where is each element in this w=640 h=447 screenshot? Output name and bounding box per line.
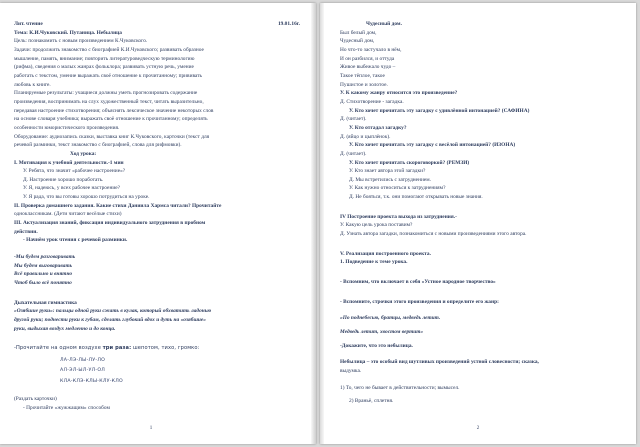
dialogue-text: Не бояться, т.к. они помогают открывать новые знания. xyxy=(354,194,483,201)
handout-line: (Раздать карточки) xyxy=(14,396,57,403)
section-heading-iii-cont: действии. xyxy=(14,228,38,235)
read-instruction-emphasis: три раза: xyxy=(102,345,132,352)
spacer xyxy=(340,202,622,213)
warmup-poem-line: Чтоб было всё понятно xyxy=(14,280,72,287)
section-heading-v: V. Реализация построенного проекта. xyxy=(340,250,431,257)
section-i-line: У. Я, надеюсь, у всех рабочее настроение? xyxy=(23,185,120,192)
planned-result-line: на основе словаря учебника; выражать своё отношение к прочитанному; определять xyxy=(14,116,208,123)
spacer xyxy=(340,350,622,358)
dialogue-text: Как нужно относиться к затруднениям? xyxy=(353,185,446,192)
spacer xyxy=(340,306,622,314)
dialogue-speaker: У. xyxy=(349,107,354,114)
quote-line: Медведь летит, хвостом вертит» xyxy=(340,329,424,336)
breathing-gymnastics-line: «Озябшие руки»: пальцы одной руки сжать в кулак, который обхватить ладонью xyxy=(14,308,212,315)
syllable-row: КЛА-КЛЭ-КЛЫ-КЛУ-КЛО xyxy=(60,378,123,384)
dialogue-line xyxy=(340,124,622,133)
bullet-line: - Вспомним, что включает в себя «Устное народное творчество» xyxy=(340,279,496,286)
section-heading-iii: III. Актуализация знаний, фиксация индивидуального затруднения в пробном xyxy=(14,220,206,227)
section-iv-line: Д. Узнать автора загадки, познакомиться с новыми произведениями этого автора. xyxy=(340,231,527,238)
definition-line: выдумка. xyxy=(340,368,362,374)
document-page-2 xyxy=(320,3,636,444)
poem-line: Был белый дом, xyxy=(340,29,377,36)
prove-instruction: -Докажите, что это небылица. xyxy=(340,342,413,349)
poem-line: Такое тёплое, такое xyxy=(340,72,385,79)
syllable-row: ЛА-ЛЭ-ЛЫ-ЛУ-ЛО xyxy=(60,357,106,363)
definition-item: 2) Враньё, сплетня. xyxy=(349,398,394,405)
read-instruction-prefix: -Прочитайте на одном воздухе xyxy=(14,345,103,352)
task-line: мышление, память, внимание; повторить литературоведческую терминологию xyxy=(14,55,195,62)
hod-uroka-heading: Ход урока: xyxy=(70,150,97,157)
spacer xyxy=(340,267,622,278)
planned-result-line: произведения, воспринимать на слух художественный текст, читать выразительно, xyxy=(14,98,204,105)
breathing-gymnastics-line: руки, выдыхая воздух медленно и до конца. xyxy=(14,325,116,332)
lesson-date: 19.01.16г. xyxy=(277,21,300,27)
warmup-poem-line: -Мы будем разговаривать xyxy=(14,254,76,261)
dialogue-speaker: Д. xyxy=(349,194,355,201)
equipment-line: речевой разминки, текст знакомство с биографией, слова для рифмовки). xyxy=(14,142,182,149)
definition-item: 1) То, чего не бывает в действительности; вымысел. xyxy=(340,384,460,391)
task-line: работать с текстом, умение выражать своё отношение к прочитанному; прививать xyxy=(14,72,202,79)
topic-value: К.И.Чуковский. Путаница. Небылица xyxy=(29,29,122,36)
poem-line: И он разбился, и оттуда xyxy=(340,55,395,62)
warmup-poem-line: Всё правильно и внятно xyxy=(14,271,73,278)
dialogue-text: (читает). xyxy=(345,150,367,157)
spacer xyxy=(340,287,622,298)
planned-result-line: Планируемые результаты: учащиеся должны уметь прогнозировать содержание xyxy=(14,90,198,97)
poem-line: Живое выбежало чудо – xyxy=(340,64,396,71)
dialogue-text: Кто знает автора этой загадки? xyxy=(353,168,426,175)
section-i-line: У. Я рада, что вы готовы хорошо потрудиться на уроке. xyxy=(23,194,150,201)
equipment-line: Оборудование: аудиозапись сказки, выставка книг К.Чуковского, карточки (текст для xyxy=(14,133,210,140)
spacer xyxy=(14,245,300,253)
warmup-poem-line: Мы будем выговаривать xyxy=(14,262,73,269)
dialogue-text: Кто хочет прочитать эту загадку с удивлённой интонацией? (САФИНА) xyxy=(353,107,530,114)
dialogue-line xyxy=(340,115,622,124)
dialogue-text: (читает). xyxy=(345,116,367,123)
dialogue-text: Кто хочет прочитать скороговоркой? (РЕМЗИ) xyxy=(353,159,470,166)
dialogue-speaker: У. xyxy=(349,142,354,149)
quote-line: «По поднебесью, братцы, медведь летит. xyxy=(340,315,441,322)
task-line: Задачи: продолжить знакомство с биографией К.И.Чуковского; развивать образное xyxy=(14,46,204,53)
syllable-row: АЛ-ЭЛ-ЫЛ-УЛ-ОЛ xyxy=(60,368,106,374)
dialogue-line xyxy=(340,184,622,193)
section-heading-ii: II. Проверка домашнего задания. Какие стихи Даниила Хармса читали? Прочитайте xyxy=(14,202,222,209)
dialogue-text: (яйцо и цыплёнок). xyxy=(345,133,391,140)
dialogue-speaker: У. xyxy=(349,168,354,175)
dialogue-text: Кто отгадал загадку? xyxy=(353,124,407,131)
section-heading-iv: IV Построение проекта выхода из затруднения.- xyxy=(340,213,457,220)
breathing-gymnastics-line: другой руки; поднести руки к губам, сделать глубокий вдох и дуть на «озябшие» xyxy=(14,317,206,323)
dialogue-line xyxy=(340,150,622,159)
section-heading-i: I. Мотивация к учебной деятельности.-1 мин xyxy=(14,159,124,166)
dialogue-line xyxy=(340,141,622,150)
page-1-header-row xyxy=(14,20,300,29)
read-instruction-suffix: шепотом, тихо, громко: xyxy=(131,345,200,352)
dialogue-text: К какому жанру относится это произведение? xyxy=(344,90,458,97)
dialogue-line xyxy=(340,167,622,176)
section-iv-line: У. Какую цель урока поставим? xyxy=(340,222,413,229)
dialogue-line xyxy=(340,193,622,202)
dialogue-speaker: У. xyxy=(349,159,354,166)
spacer xyxy=(340,376,622,384)
poem-title: Чудесный дом. xyxy=(366,21,402,27)
dialogue-speaker: Д. xyxy=(340,98,346,105)
section-iii-line: - Начнём урок чтения с речевой разминки. xyxy=(23,237,128,244)
poem-line: Чудесный дом, xyxy=(340,38,375,45)
poem-line: Пушистое и золотое. xyxy=(340,81,388,88)
topic-label: Тема: xyxy=(14,29,28,36)
section-v-item: 1. Подведение к теме урока. xyxy=(340,259,408,266)
dialogue-text: Мы встретились с затруднением. xyxy=(354,176,431,183)
subject-line: Лит. чтение xyxy=(14,21,43,27)
spacer xyxy=(14,387,300,395)
dialogue-speaker: У. xyxy=(349,124,354,131)
dialogue-text: Стихотворение - загадка. xyxy=(345,98,404,105)
page-number: 1 xyxy=(149,425,153,431)
dialogue-line xyxy=(340,159,622,168)
dialogue-speaker: У. xyxy=(340,90,345,97)
section-i-line: У. Ребята, что значит «рабочее настроение»? xyxy=(23,168,126,175)
dialogue-line xyxy=(340,107,622,116)
planned-result-line: передавая настроение стихотворения; объяснять лексическое значение некоторых слов xyxy=(14,107,214,114)
dialogue-speaker: Д. xyxy=(340,116,346,123)
page-2-content xyxy=(320,3,636,444)
spacer xyxy=(340,239,622,250)
dialogue-speaker: Д. xyxy=(340,133,346,140)
definition-line xyxy=(340,358,622,367)
task-line: (рифма), сведения о малых жанрах фольклора; развивать устную речь, умение xyxy=(14,64,194,71)
section-ii-line: одноклассникам. (Дети читают весёлые стихи) xyxy=(14,211,122,218)
spacer xyxy=(14,333,300,344)
dialogue-speaker: У. xyxy=(349,185,354,192)
document-page-1 xyxy=(0,3,316,444)
dialogue-line xyxy=(340,98,622,107)
dialogue-speaker: Д. xyxy=(349,176,355,183)
dialogue-line xyxy=(340,133,622,142)
spacer xyxy=(14,288,300,299)
page-number: 2 xyxy=(476,425,480,431)
task-line: любовь к книге. xyxy=(14,81,51,88)
handout-line: - Прочитайте «жужжащим» способом xyxy=(23,404,110,411)
dialogue-line xyxy=(340,176,622,185)
bullet-line: - Вспомните, строчки этого произведения и определите его жанр: xyxy=(340,298,499,305)
lesson-goal: Цель: познакомить с новым произведением К.Чуковского. xyxy=(14,38,148,45)
topic-row xyxy=(14,29,300,38)
read-instruction xyxy=(14,344,300,352)
page-1-content xyxy=(0,3,316,444)
section-i-line: Д. Настроение хорошо поработать. xyxy=(23,176,104,183)
poem-line: Но что-то застучало в нём, xyxy=(340,46,402,53)
definition-term: Небылица – это особый вид шутливых произведений устной словесности; сказка, xyxy=(340,359,539,366)
planned-result-line: особенности юмористического произведения. xyxy=(14,124,120,131)
breathing-gymnastics-title: Дыхательная гимнастика xyxy=(14,299,77,306)
dialogue-line xyxy=(340,89,622,98)
dialogue-speaker: Д. xyxy=(340,150,346,157)
dialogue-text: Кто хочет прочитать эту загадку с весёлой интонацией? (ИЗОНА) xyxy=(353,142,516,149)
